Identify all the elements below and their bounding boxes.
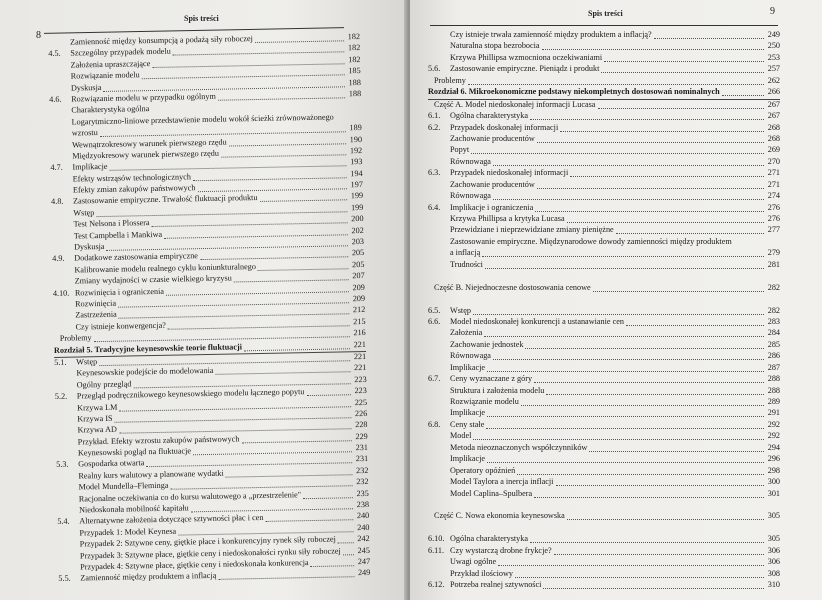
entry-title: Krzywa LM <box>77 402 118 413</box>
entry-title: Implikacje <box>72 162 108 172</box>
part-title: Część B. Niejednoczesne dostosowania cenowe <box>434 282 591 292</box>
entry-title: Alternatywne założenia dotyczące sztywności płac i cen <box>79 513 264 526</box>
dot-leader <box>593 281 764 292</box>
entry-title: Dyskusja <box>70 82 102 93</box>
entry-title: Operatory opóźnień <box>450 465 516 475</box>
dot-leader <box>554 544 764 555</box>
entry-title: Model Taylora a inercja inflacji <box>450 477 554 487</box>
dot-leader <box>487 452 764 463</box>
dot-leader <box>487 361 764 372</box>
dot-leader <box>530 532 764 543</box>
entry-title: Równowaga <box>450 156 491 166</box>
page-ref: 229 <box>355 431 368 441</box>
section-number: 6.12. <box>428 580 445 589</box>
page-ref: 249 <box>357 568 371 578</box>
section-number: 4.9. <box>52 254 65 264</box>
page-ref: 205 <box>351 248 365 258</box>
section-number: 5.6. <box>428 64 441 74</box>
page-ref: 292 <box>767 419 780 429</box>
dot-leader <box>493 349 764 360</box>
page-ref: 209 <box>352 282 365 292</box>
entry-title: Ceny wyznaczane z góry <box>450 374 533 384</box>
dot-leader <box>616 223 764 234</box>
entry-title: Krzywa Phillipsa wzmocniona oczekiwaniami <box>450 52 603 62</box>
page-ref: 308 <box>767 568 780 578</box>
entry-title: Dodatkowe zastosowania empiryczne <box>74 251 198 263</box>
page-ref: 266 <box>767 87 780 97</box>
entry-title: Implikacje <box>450 408 486 418</box>
page-ref: 250 <box>767 41 780 51</box>
page-ref: 282 <box>767 282 780 292</box>
entry-title: Przegląd podręcznikowego keynesowskiego modelu łącznego popytu <box>76 387 305 401</box>
page-ref: 216 <box>353 328 366 338</box>
entry-title: Niedoskonała mobilność kapitału <box>78 503 189 515</box>
right-page-number: 9 <box>770 6 775 17</box>
entry-title: Model Mundella–Fleminga <box>78 481 169 492</box>
page-ref: 240 <box>357 522 370 532</box>
page-ref: 212 <box>352 305 366 315</box>
page-ref: 282 <box>767 305 780 315</box>
section-number: 4.10. <box>52 288 70 298</box>
page-ref: 182 <box>347 43 361 53</box>
chapter-title: Rozdział 6. Mikroekonomiczne podstawy niekompletnych dostosowań nominalnych <box>428 87 720 97</box>
page-ref: 268 <box>767 133 780 143</box>
page-ref: 223 <box>354 374 367 384</box>
page-ref: 221 <box>353 351 367 362</box>
entry-title: Przypadek niedoskonałej informacji <box>450 168 569 178</box>
entry-title: a inflacją <box>450 248 481 258</box>
entry-title: Efekty zmian zakupów państwowych <box>72 183 196 195</box>
entry-title: Problemy <box>59 333 92 343</box>
entry-title: Rozwiązanie modelu w przypadku ogólnym <box>71 91 216 104</box>
page-ref: 223 <box>354 386 367 396</box>
page-ref: 284 <box>767 328 780 338</box>
entry-title: Przykład ilościowy <box>450 568 513 578</box>
dot-leader <box>482 246 764 257</box>
page-ref: 193 <box>350 157 363 167</box>
toc-entry <box>428 580 780 591</box>
page-ref: 240 <box>356 511 370 521</box>
page-ref: 279 <box>767 248 780 258</box>
page-ref: 296 <box>767 454 780 464</box>
page-ref: 289 <box>767 397 780 406</box>
entry-title: Założenia <box>450 328 483 338</box>
entry-title: Przypadek 2: Sztywne ceny, giętkie płace i konkurencyjny rynek siły roboczej <box>79 534 336 549</box>
entry-title: Ceny stałe <box>450 419 485 429</box>
dot-leader <box>542 39 764 50</box>
page-ref: 245 <box>357 545 370 555</box>
dot-leader <box>493 189 764 200</box>
page-ref: 190 <box>349 134 363 144</box>
right-running-header: Spis treści <box>588 9 623 18</box>
page-ref: 207 <box>352 271 365 281</box>
entry-title: Krzywa Phillipsa a krytyka Lucasa <box>450 214 565 223</box>
page-ref: 182 <box>347 32 361 42</box>
page-ref: 221 <box>354 363 367 373</box>
page-ref: 271 <box>767 168 780 178</box>
section-number: 6.7. <box>428 374 441 384</box>
dot-leader <box>543 578 764 589</box>
page-ref: 271 <box>767 179 780 189</box>
page-ref: 188 <box>348 77 361 87</box>
entry-title: Test Campbella i Mankiwa <box>73 229 163 241</box>
entry-title: Wstęp <box>76 357 98 367</box>
entry-title: Gospodarka otwarta <box>78 458 145 469</box>
page-ref: 277 <box>767 225 780 235</box>
entry-title: Czy wystarczą drobne frykcje? <box>450 545 552 555</box>
entry-title: Przypadek 3: Sztywne płace, giętkie ceny i niedoskonałości rynku siły roboczej <box>79 546 341 561</box>
entry-title: Przypadek doskonałej informacji <box>450 122 559 132</box>
dot-leader <box>498 555 764 566</box>
page-ref: 189 <box>349 123 362 133</box>
part-title: Część A. Model niedoskonałej informacji Lucasa <box>434 99 596 109</box>
section-number: 6.2. <box>428 122 441 132</box>
page-ref: 225 <box>354 397 368 407</box>
dot-leader <box>601 62 764 73</box>
page-ref: 267 <box>767 111 780 121</box>
page-ref: 185 <box>348 66 361 76</box>
dot-leader <box>534 487 764 498</box>
dot-leader <box>626 315 764 326</box>
dot-leader <box>560 121 764 132</box>
entry-title: Ogólny przegląd <box>76 379 132 390</box>
entry-title: Przypadek 4: Sztywne płace, giętkie ceny i niedoskonała konkurencja <box>80 558 309 572</box>
section-number: 6.3. <box>428 168 441 178</box>
entry-title: Keynesowski pogląd na fluktuacje <box>77 446 192 458</box>
section-number: 4.6. <box>49 94 62 104</box>
entry-title: Uwagi ogólne <box>450 557 497 567</box>
dot-leader <box>570 166 764 177</box>
entry-title: Krzywa IS <box>77 413 113 424</box>
page-ref: 288 <box>767 374 780 384</box>
entry-title: Zastrzeżenia <box>75 310 117 320</box>
section-number: 6.6. <box>428 316 441 326</box>
dot-leader <box>604 51 764 62</box>
page-ref: 281 <box>767 259 780 269</box>
dot-leader <box>343 544 354 555</box>
entry-title: Zastosowanie empiryczne. Pieniądz i produkt <box>450 64 600 74</box>
page-ref: 249 <box>767 30 780 39</box>
dot-leader <box>473 304 764 315</box>
dot-leader <box>471 143 764 154</box>
chapter-title: Rozdział 5. Tradycyjne keynesowskie teorie fluktuacji <box>53 341 243 355</box>
dot-leader <box>178 521 354 535</box>
page-ref: 257 <box>767 64 780 74</box>
page-ref: 226 <box>354 408 368 419</box>
page-ref: 228 <box>355 420 368 430</box>
page-ref: 287 <box>767 362 780 372</box>
page-ref: 292 <box>767 431 780 441</box>
entry-title: Przypadek 1: Model Keynesa <box>79 526 177 538</box>
section-number: 4.7. <box>50 163 63 173</box>
dot-leader <box>484 326 764 337</box>
page-ref: 231 <box>355 442 369 453</box>
entry-title: Kalibrowanie modelu realnego cyklu koniunkturalnego <box>74 261 256 275</box>
section-number: 4.5. <box>48 49 61 59</box>
entry-title: Czy istnieje konwergencja? <box>75 320 166 332</box>
page-ref: 300 <box>767 477 780 487</box>
entry-title: Rozwinięcia i ograniczenia <box>74 286 165 298</box>
dot-leader <box>485 258 764 269</box>
page-ref: 197 <box>350 180 363 190</box>
dot-leader <box>567 509 764 520</box>
entry-title: Wstęp <box>450 305 471 315</box>
section-number: 6.4. <box>428 202 441 212</box>
section-number: 6.8. <box>428 419 441 429</box>
entry-title: Charakterystyka ogólna <box>71 104 150 115</box>
dot-leader <box>546 384 764 395</box>
dot-leader <box>567 212 764 223</box>
right-page <box>410 0 822 600</box>
page-ref: 188 <box>348 88 362 99</box>
entry-title: Potrzeba realnej sztywności <box>450 580 542 589</box>
entry-title: Zastosowanie empiryczne. Trwałość fluktuacji produktu <box>73 193 258 207</box>
entry-title: Przykład. Efekty wzrostu zakupów państwowych <box>77 434 240 447</box>
dot-leader <box>537 132 764 143</box>
entry-title: Wewnątrzokresowy warunek pierwszego rzędu <box>71 137 227 150</box>
entry-title: Równowaga <box>450 351 491 361</box>
entry-title: Zachowanie jednostek <box>450 339 524 349</box>
entry-title: Model Caplina–Spulbera <box>450 488 533 498</box>
entry-title: Implikacje <box>450 362 486 372</box>
entry-title: Zamienność między produktem a inflacją <box>80 571 217 583</box>
dot-leader <box>556 475 764 486</box>
page-ref: 182 <box>348 54 361 65</box>
page-ref: 286 <box>767 351 780 361</box>
entry-title: Wstęp <box>73 208 95 218</box>
dot-leader <box>521 395 764 406</box>
dot-leader <box>244 338 350 351</box>
entry-title: Racjonalne oczekiwania co do kursu walutowego a „przestrzelenie" <box>78 489 302 504</box>
toc-entry <box>428 489 780 500</box>
page-ref: 305 <box>767 534 780 544</box>
page-ref: 268 <box>767 122 780 132</box>
entry-title: Równowaga <box>450 191 491 201</box>
dot-leader <box>589 441 764 452</box>
page-ref: 298 <box>767 465 780 475</box>
entry-title: Założenia upraszczające <box>70 58 151 70</box>
entry-title: Przewidziane i nieprzewidziane zmiany pieniężne <box>450 225 614 235</box>
dot-leader <box>306 384 351 396</box>
entry-title: Metoda nieoznaczonych współczynników <box>450 442 588 452</box>
dot-leader <box>525 338 764 349</box>
dot-leader <box>487 406 764 417</box>
section-number: 6.5. <box>428 305 441 315</box>
section-number: 6.10. <box>428 534 445 544</box>
page-ref: 283 <box>767 316 780 326</box>
page-ref: 247 <box>357 556 371 567</box>
toc-entry <box>428 225 780 236</box>
entry-title: Struktura i założenia modelu <box>450 385 545 395</box>
entry-title: Krzywa AD <box>77 425 117 435</box>
page-ref: 242 <box>357 534 370 544</box>
section-number: 5.5. <box>58 574 71 584</box>
entry-title: Implikacje <box>450 454 486 464</box>
page-ref: 269 <box>767 145 780 155</box>
dot-leader <box>493 155 764 166</box>
toc-entry <box>428 260 780 271</box>
entry-title: Test Nelsona i Plossera <box>73 218 150 229</box>
entry-title: Logarytmiczno-liniowe przedstawienie modelu wokół ścieżki zrównoważonego <box>71 112 334 127</box>
entry-title: Problemy <box>434 75 466 85</box>
section-number: 4.8. <box>51 197 64 207</box>
dot-leader <box>338 532 354 543</box>
page-ref: 270 <box>767 156 780 166</box>
page-ref: 209 <box>352 293 366 304</box>
dot-leader <box>218 87 346 100</box>
section-number: 5.4. <box>57 517 70 527</box>
page-ref: 285 <box>767 339 780 349</box>
entry-title: Dyskusja <box>73 241 105 252</box>
dot-leader <box>310 555 354 567</box>
page-ref: 232 <box>356 477 369 487</box>
dot-leader <box>517 464 764 475</box>
entry-title: Szczególny przypadek modelu <box>70 47 171 58</box>
page-ref: 262 <box>767 75 780 85</box>
page-ref: 232 <box>355 465 369 476</box>
dot-leader <box>486 418 764 429</box>
page-ref: 205 <box>352 259 365 270</box>
entry-title: Zachowanie producentów <box>450 133 535 143</box>
entry-title: Naturalna stopa bezrobocia <box>450 41 540 51</box>
entry-title: Zachowanie producentów <box>450 179 535 189</box>
entry-title: Czy istnieje trwała zamienność między produktem a inflacją? <box>450 30 652 39</box>
section-number: 5.1. <box>54 357 67 367</box>
entry-title: Zmiany wydajności w czasie wielkiego kryzysu <box>74 273 232 286</box>
entry-title: Ogólna charakterystyka <box>450 111 528 121</box>
page-ref: 253 <box>767 52 780 62</box>
part-title: Część C. Nowa ekonomia keynesowska <box>434 511 565 521</box>
page-ref: 267 <box>767 99 780 109</box>
page-ref: 200 <box>351 214 364 224</box>
page-ref: 276 <box>767 202 780 212</box>
dot-leader <box>535 201 764 212</box>
entry-title: Zastosowanie empiryczne. Międzynarodowe dowody zamienności między produktem <box>450 236 732 246</box>
left-running-header: Spis treści <box>184 14 219 23</box>
page-ref: 310 <box>767 580 780 589</box>
entry-title: Międzyokresowy warunek pierwszego rzędu <box>72 148 219 161</box>
entry-title: wzrostu <box>71 128 98 138</box>
page-ref: 235 <box>356 488 369 498</box>
dot-leader <box>303 487 353 499</box>
toc-entry <box>428 283 780 294</box>
dot-leader <box>530 109 764 120</box>
page-ref: 238 <box>356 499 370 510</box>
entry-title: Popyt <box>450 145 470 155</box>
dot-leader <box>515 567 764 578</box>
page-ref: 305 <box>767 511 780 521</box>
entry-title: Rozwinięcia <box>75 298 117 309</box>
entry-title: Implikacje i ograniczenia <box>450 202 534 212</box>
page-ref: 301 <box>767 488 780 498</box>
page-ref: 221 <box>353 339 367 349</box>
page-ref: 274 <box>767 191 780 201</box>
left-page-number: 8 <box>36 30 41 41</box>
toc-entry <box>428 511 780 522</box>
dot-leader <box>534 372 764 383</box>
entry-title: Trudności <box>450 259 483 269</box>
entry-title: Model <box>450 431 472 441</box>
page-ref: 199 <box>350 202 364 213</box>
dot-leader <box>537 178 764 189</box>
entry-title: Zamienność między konsumpcją a podażą siły roboczej <box>69 34 253 47</box>
page-ref: 291 <box>767 408 780 418</box>
page-ref: 231 <box>355 454 369 464</box>
page-ref: 306 <box>767 557 780 567</box>
dot-leader <box>598 98 764 109</box>
page-ref: 192 <box>349 145 363 156</box>
toc-list-left <box>48 32 370 586</box>
dot-leader <box>722 85 764 96</box>
section-number: 6.1. <box>428 111 441 121</box>
entry-title: Realny kurs walutowy a planowane wydatki <box>78 468 224 481</box>
page-ref: 194 <box>350 168 363 178</box>
page-ref: 203 <box>351 237 365 247</box>
page-ref: 215 <box>353 316 366 326</box>
entry-title: Rozwiązanie modelu <box>450 397 519 406</box>
page-ref: 202 <box>351 225 364 235</box>
dot-leader <box>654 28 764 39</box>
dot-leader <box>473 429 764 440</box>
left-page <box>0 0 408 600</box>
page-ref: 288 <box>767 385 780 395</box>
header-rule <box>430 25 778 26</box>
entry-title: Efekty wstrząsów technologicznych <box>72 171 192 184</box>
entry-title: Rozwiązanie modelu <box>70 70 140 81</box>
dot-leader <box>468 74 764 85</box>
dot-leader <box>218 567 354 581</box>
section-number: 5.3. <box>56 460 69 470</box>
entry-title: Keynesowskie podejście do modelowania <box>76 366 214 378</box>
entry-title: Ogólna charakterystyka <box>450 534 528 544</box>
section-number: 5.2. <box>54 391 68 402</box>
entry-title: Model niedoskonałej konkurencji a ustanawianie cen <box>450 316 624 326</box>
page-ref: 306 <box>767 545 780 555</box>
page-ref: 276 <box>767 214 780 223</box>
section-number: 6.11. <box>428 545 445 555</box>
toc-list-right <box>428 30 780 591</box>
page-ref: 199 <box>350 191 364 201</box>
page-ref: 294 <box>767 442 780 452</box>
